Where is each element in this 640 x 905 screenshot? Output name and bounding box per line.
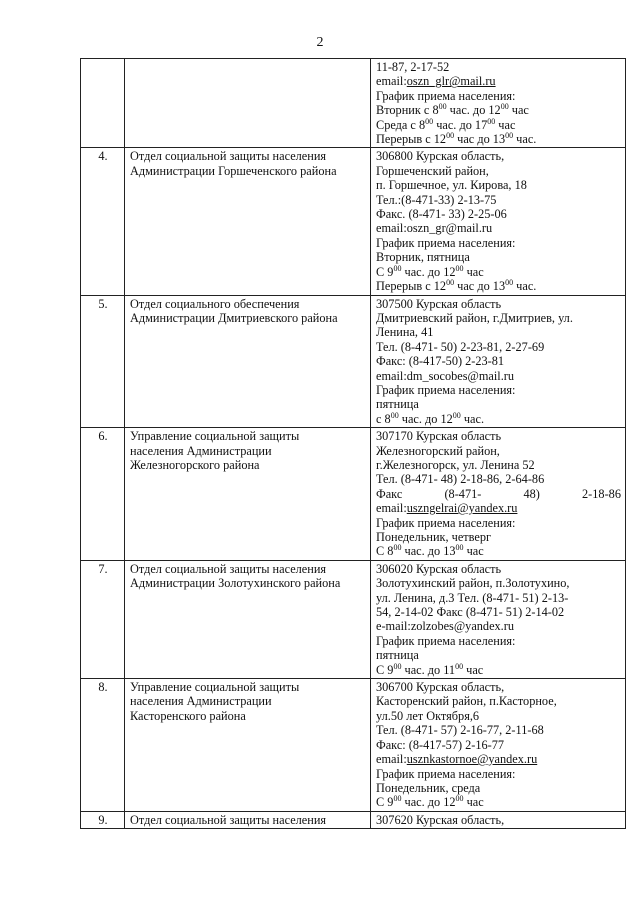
email-line	[376, 74, 621, 88]
superscript: 00	[446, 130, 455, 140]
row-number: 5.	[81, 295, 125, 428]
superscript: 00	[455, 263, 464, 273]
email-link[interactable]: usznkastornoe@yandex.ru	[406, 752, 538, 767]
superscript: 00	[393, 661, 402, 671]
schedule-title: График приема населения:	[376, 235, 516, 250]
row-number: 8.	[81, 679, 125, 812]
contact-line: ул.50 лет Октября,6	[376, 708, 480, 723]
contact-line: Тел. (8-471- 50) 2-23-81, 2-27-69	[376, 339, 545, 354]
contact-info	[371, 560, 626, 678]
contact-line: Ленина, 41	[376, 325, 434, 340]
contact-line: Тел. (8-471- 57) 2-16-77, 2-11-68	[376, 723, 544, 738]
contact-line: 307170 Курская область	[376, 429, 502, 444]
table-row	[81, 148, 626, 295]
schedule-hours: С $9^{00}$ час. до $12^{00}$ час	[376, 263, 484, 279]
contact-line: Дмитриевский район, г.Дмитриев, ул.	[376, 310, 573, 325]
department-line: Касторенского района	[130, 708, 246, 723]
fax-part: (8-471-	[444, 486, 482, 501]
department-line: Управление социальной защиты	[130, 680, 300, 695]
contact-line: Факс. (8-471- 33) 2-25-06	[376, 207, 507, 222]
email-line	[376, 752, 621, 766]
department-name	[125, 148, 371, 295]
row-number	[81, 59, 125, 148]
fax-part: 48)	[523, 486, 540, 501]
table-row	[81, 679, 626, 812]
department-name	[125, 679, 371, 812]
contact-line: e-mail:zolzobes@yandex.ru	[376, 619, 514, 634]
table-row	[81, 560, 626, 678]
schedule-title: График приема населения:	[376, 633, 516, 648]
fax-part: 2-18-86	[582, 486, 621, 501]
superscript: 00	[455, 794, 464, 804]
email-prefix: email:	[376, 752, 407, 767]
table-row	[81, 811, 626, 828]
schedule-hours: Перерыв с $12^{00}$ час до $13^{00}$ час.	[376, 130, 537, 147]
email-link[interactable]: oszn_glr@mail.ru	[406, 74, 496, 89]
row-number: 6.	[81, 428, 125, 561]
superscript: 00	[393, 543, 402, 553]
table-row	[81, 59, 626, 148]
contact-line: 307500 Курская область	[376, 296, 502, 311]
contact-line: 306800 Курская область,	[376, 149, 505, 164]
department-line: Администрации Дмитриевского района	[130, 310, 338, 325]
superscript: 00	[452, 410, 461, 420]
contact-info	[371, 679, 626, 812]
department-name	[125, 811, 371, 828]
contact-line: 306020 Курская область	[376, 561, 502, 576]
contact-line: Касторенский район, п.Касторное,	[376, 694, 557, 709]
email-prefix: email:	[376, 501, 407, 516]
page-number: 2	[316, 35, 324, 50]
schedule-hours: с $8^{00}$ час. до $12^{00}$ час.	[376, 410, 485, 426]
row-number: 9.	[81, 811, 125, 828]
contact-info	[371, 59, 626, 148]
superscript: 00	[505, 278, 514, 287]
contact-line: 11-87, 2-17-52	[376, 60, 450, 74]
department-line: Отдел социального обеспечения	[130, 296, 300, 311]
schedule-title: График приема населения:	[376, 88, 516, 103]
contact-line: 306700 Курская область,	[376, 680, 505, 695]
email-link[interactable]: uszngelrai@yandex.ru	[406, 501, 518, 516]
contact-line: Тел. (8-471- 48) 2-18-86, 2-64-86	[376, 472, 545, 487]
schedule-hours: Перерыв с $12^{00}$ час до $13^{00}$ час.	[376, 278, 537, 294]
schedule-hours: Вторник с $8^{00}$ час. до $12^{00}$ час	[376, 102, 529, 118]
contact-info	[371, 428, 626, 561]
contact-line: 307620 Курская область,	[376, 812, 505, 827]
contact-line: Горшеченский район,	[376, 163, 489, 178]
schedule-days: Понедельник, среда	[376, 780, 481, 795]
schedule-hours: С $8^{00}$ час. до $13^{00}$ час	[376, 543, 484, 559]
department-line: Администрации Горшеченского района	[130, 163, 337, 178]
row-number: 7.	[81, 560, 125, 678]
department-line: Железногорского района	[130, 457, 260, 472]
schedule-hours: С $9^{00}$ час. до $12^{00}$ час	[376, 794, 484, 810]
department-line: населения Администрации	[130, 443, 272, 458]
superscript: 00	[487, 116, 496, 126]
contact-info	[371, 811, 626, 828]
department-name	[125, 560, 371, 678]
contact-line: Железногорский район,	[376, 443, 500, 458]
schedule-days: пятница	[376, 397, 419, 412]
department-line: Управление социальной защиты	[130, 429, 300, 444]
schedule-hours: С $9^{00}$ час. до $11^{00}$ час	[376, 661, 484, 677]
schedule-days: Понедельник, четверг	[376, 530, 492, 544]
schedule-title: График приема населения:	[376, 515, 516, 530]
row-number: 4.	[81, 148, 125, 295]
contact-line: email:dm_socobes@mail.ru	[376, 368, 515, 383]
contact-line: ул. Ленина, д.3 Тел. (8-471- 51) 2-13-	[376, 590, 569, 605]
superscript: 00	[455, 543, 464, 553]
superscript: 00	[438, 102, 447, 112]
department-line: Отдел социальной защиты населения	[130, 149, 327, 164]
department-name	[125, 59, 371, 148]
department-line: Отдел социальной защиты населения	[130, 561, 327, 576]
department-name	[125, 295, 371, 428]
department-name	[125, 428, 371, 561]
table-row	[81, 428, 626, 561]
fax-line	[376, 487, 621, 501]
department-line: Отдел социальной защиты населения	[130, 812, 327, 827]
contact-line: Факс: (8-417-57) 2-16-77	[376, 737, 505, 752]
superscript: 00	[455, 661, 464, 671]
schedule-days: Вторник, пятница	[376, 250, 470, 265]
email-prefix: email:	[376, 74, 407, 89]
fax-part: Факс	[376, 486, 403, 501]
schedule-title: График приема населения:	[376, 766, 516, 781]
superscript: 00	[446, 278, 455, 287]
superscript: 00	[500, 102, 509, 112]
contact-line: Золотухинский район, п.Золотухино,	[376, 576, 570, 591]
schedule-title: График приема населения:	[376, 382, 516, 397]
table-row	[81, 295, 626, 428]
department-line: Администрации Золотухинского района	[130, 576, 341, 591]
superscript: 00	[425, 116, 434, 126]
contact-line: Факс: (8-417-50) 2-23-81	[376, 354, 505, 369]
superscript: 00	[505, 130, 514, 140]
contact-line: 54, 2-14-02 Факс (8-471- 51) 2-14-02	[376, 605, 565, 620]
contact-line: г.Железногорск, ул. Ленина 52	[376, 457, 535, 472]
offices-table	[80, 58, 626, 829]
contact-info	[371, 295, 626, 428]
department-line: населения Администрации	[130, 694, 272, 709]
contact-info	[371, 148, 626, 295]
superscript: 00	[393, 263, 402, 273]
contact-line: Тел.:(8-471-33) 2-13-75	[376, 192, 497, 207]
superscript: 00	[390, 410, 399, 420]
email-line	[376, 501, 621, 515]
schedule-hours: Среда с $8^{00}$ час. до $17^{00}$ час	[376, 116, 516, 132]
contact-line: email:oszn_gr@mail.ru	[376, 221, 493, 236]
contact-line: п. Горшечное, ул. Кирова, 18	[376, 178, 527, 193]
superscript: 00	[393, 794, 402, 804]
schedule-days: пятница	[376, 648, 419, 663]
